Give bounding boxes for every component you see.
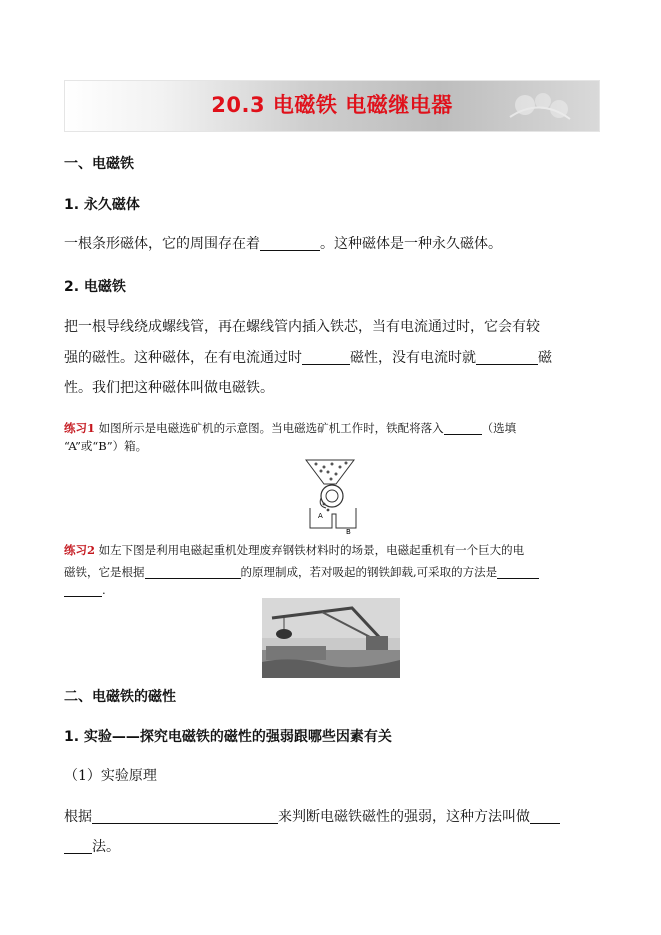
paragraph-principle-line-1: 根据 来判断电磁铁磁性的强弱，这种方法叫做 [64,808,560,826]
paragraph-line-2: 强的磁性。这种磁体，在有电流通过时 磁性，没有电流时就 磁 [64,350,552,366]
exercise-2-line-1: 练习2 如左下图是利用电磁起重机处理废弃钢铁材料时的场景，电磁起重机有一个巨大的电 [64,543,525,557]
answer-blank[interactable] [444,423,482,435]
answer-blank[interactable] [497,567,539,579]
electromagnetic-crane-photo [262,598,400,678]
paragraph-principle-line-2: 法。 [64,838,120,856]
exercise-2-line-3: . [64,582,106,598]
box-b-label: B [346,528,351,534]
answer-blank[interactable] [530,809,560,824]
page-title: 20.3 电磁铁 电磁继电器 [211,93,453,117]
answer-blank[interactable] [145,567,241,579]
box-a-label: A [318,512,323,520]
answer-blank[interactable] [302,350,350,365]
section-heading-magnetism: 二、电磁铁的磁性 [64,689,176,705]
answer-blank[interactable] [64,839,92,854]
title-banner [64,80,600,132]
answer-blank[interactable] [260,236,320,251]
paragraph-permanent-magnet: 一根条形磁体，它的周围存在着 。这种磁体是一种永久磁体。 [64,236,502,252]
answer-blank[interactable] [92,809,278,824]
subheading-electromagnet: 2. 电磁铁 [64,279,126,295]
paragraph-line-3: 性。我们把这种磁体叫做电磁铁。 [64,380,274,396]
paragraph-line-1: 把一根导线绕成螺线管，再在螺线管内插入铁芯，当有电流通过时，它会有较 [64,319,540,335]
exercise-1-line-1: 练习1 如图所示是电磁选矿机的示意图。当电磁选矿机工作时，铁配将落入 （选填 [64,421,517,435]
subheading-experiment: 1. 实验——探究电磁铁的磁性的强弱跟哪些因素有关 [64,729,392,745]
exercise-1-line-2: “A”或“B”）箱。 [64,439,148,453]
exercise-2-line-2: 磁铁，它是根据 的原理制成，若对吸起的钢铁卸载,可采取的方法是 [64,564,539,580]
subheading-experiment-principle: （1）实验原理 [64,768,157,784]
answer-blank[interactable] [64,585,102,597]
magnetic-separator-figure [296,458,364,534]
subheading-permanent-magnet: 1. 永久磁体 [64,197,140,213]
section-heading-electromagnet: 一、电磁铁 [64,156,134,172]
answer-blank[interactable] [476,350,538,365]
